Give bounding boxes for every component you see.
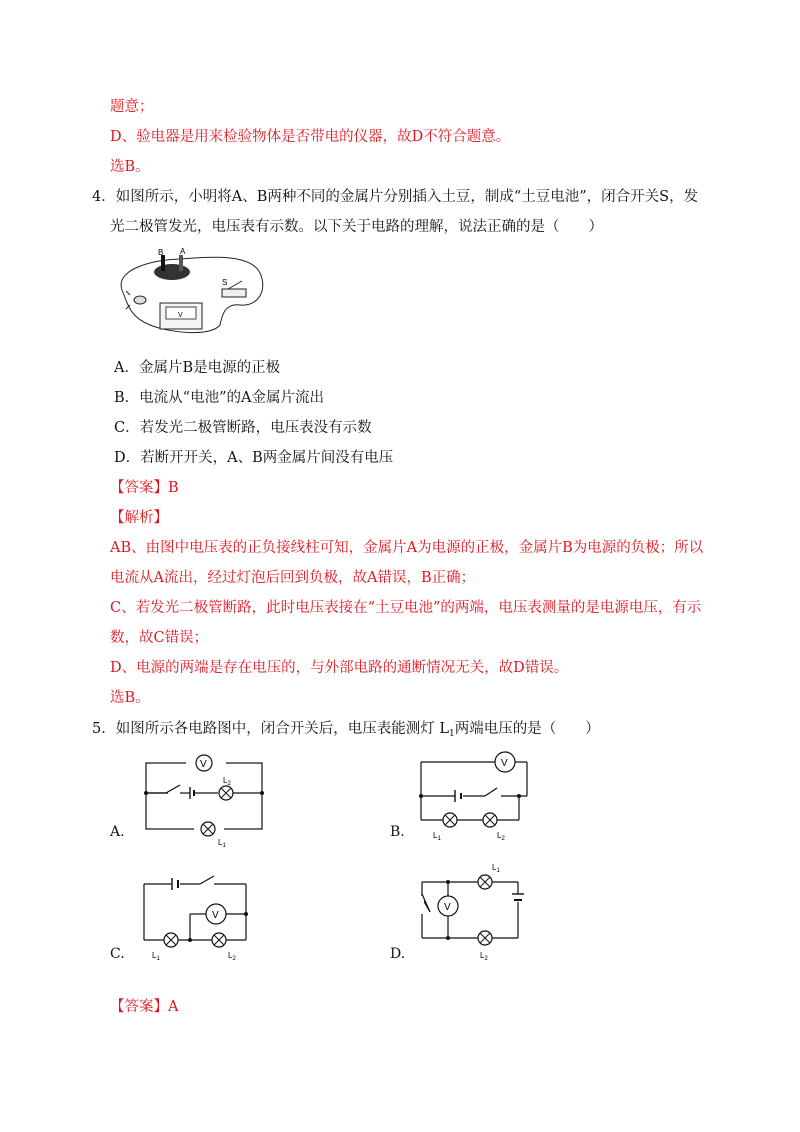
q5-answer: 【答案】A (110, 999, 179, 1015)
q4-analysis-line-3: C、若发光二极管断路，此时电压表接在“土豆电池”的两端，电压表测量的是电源电压，有示 (110, 600, 702, 616)
q4-option-a: A．金属片B是电源的正极 (114, 360, 281, 376)
label-b: B (158, 248, 164, 257)
circuit-a-v: V (200, 759, 207, 770)
circuit-c-l2: $L_2$ (228, 951, 236, 962)
circuit-c (136, 870, 266, 965)
q4-analysis-line-1: AB、由图中电压表的正负接线柱可知，金属片A为电源的正极，金属片B为电源的负极；所以 (110, 540, 704, 556)
prev-line-3: 选B。 (110, 159, 150, 175)
label-a: A (180, 247, 186, 256)
q4-analysis-line-2: 电流从A流出，经过灯泡后回到负极，故A错误，B正确； (110, 570, 476, 586)
circuit-d-l2: $L_2$ (480, 951, 488, 962)
circuit-a-label: A. (110, 824, 125, 840)
label-s: S (222, 278, 228, 287)
circuit-d-label: D. (390, 946, 406, 962)
q4-option-b: B．电流从“电池”的A金属片流出 (114, 390, 324, 406)
circuit-c-label: C. (110, 946, 125, 962)
voltmeter-icon (160, 303, 202, 329)
circuit-c-l1: $L_1$ (152, 951, 160, 962)
q5-stem-post: 两端电压的是（ ） (454, 721, 600, 737)
circuit-b-l1: $L_1$ (433, 831, 441, 842)
q4-option-d: D．若断开开关，A、B两金属片间没有电压 (114, 450, 394, 466)
prev-line-1: 题意； (110, 99, 154, 115)
switch-icon (485, 788, 497, 796)
led-icon (126, 291, 146, 309)
circuit-d-v: V (444, 902, 451, 913)
potato-battery-figure (110, 245, 270, 345)
circuit-c-v: V (212, 910, 219, 921)
circuit-b-label: B. (390, 824, 405, 840)
q4-analysis-line-6: 选B。 (110, 690, 150, 706)
circuit-b-l2: $L_2$ (497, 831, 505, 842)
circuit-b (415, 748, 535, 843)
switch-icon (222, 278, 246, 297)
circuit-d-l1: $L_1$ (492, 863, 500, 874)
q4-answer: 【答案】B (110, 480, 179, 496)
circuit-a-l2: $L_2$ (223, 776, 231, 787)
circuit-a-l1: $L_1$ (218, 838, 226, 849)
q4-stem-line-2: 光二极管发光，电压表有示数。以下关于电路的理解，说法正确的是（ ） (110, 219, 603, 235)
q4-analysis-line-5: D、电源的两端是存在电压的，与外部电路的通断情况无关，故D错误。 (110, 660, 569, 676)
q4-analysis-title: 【解析】 (110, 510, 168, 526)
potato-icon (154, 264, 190, 280)
q5-stem-pre: 5．如图所示各电路图中，闭合开关后，电压表能测灯 L (92, 721, 449, 737)
q4-stem-line-1: 4．如图所示，小明将A、B两种不同的金属片分别插入土豆，制成“土豆电池”，闭合开关S，发 (92, 189, 699, 205)
circuit-b-v: V (501, 758, 508, 769)
q4-option-c: C．若发光二极管断路，电压表没有示数 (114, 420, 372, 436)
circuit-a (138, 755, 268, 849)
switch-icon (166, 785, 180, 793)
prev-line-2: D、验电器是用来检验物体是否带电的仪器，故D不符合题意。 (110, 129, 511, 145)
switch-icon (200, 876, 214, 884)
q5-stem-sub: 1 (448, 729, 455, 739)
q4-analysis-line-4: 数，故C错误； (110, 630, 209, 646)
q5-stem (92, 719, 600, 744)
circuit-d (414, 860, 539, 965)
label-v: V (178, 312, 183, 319)
